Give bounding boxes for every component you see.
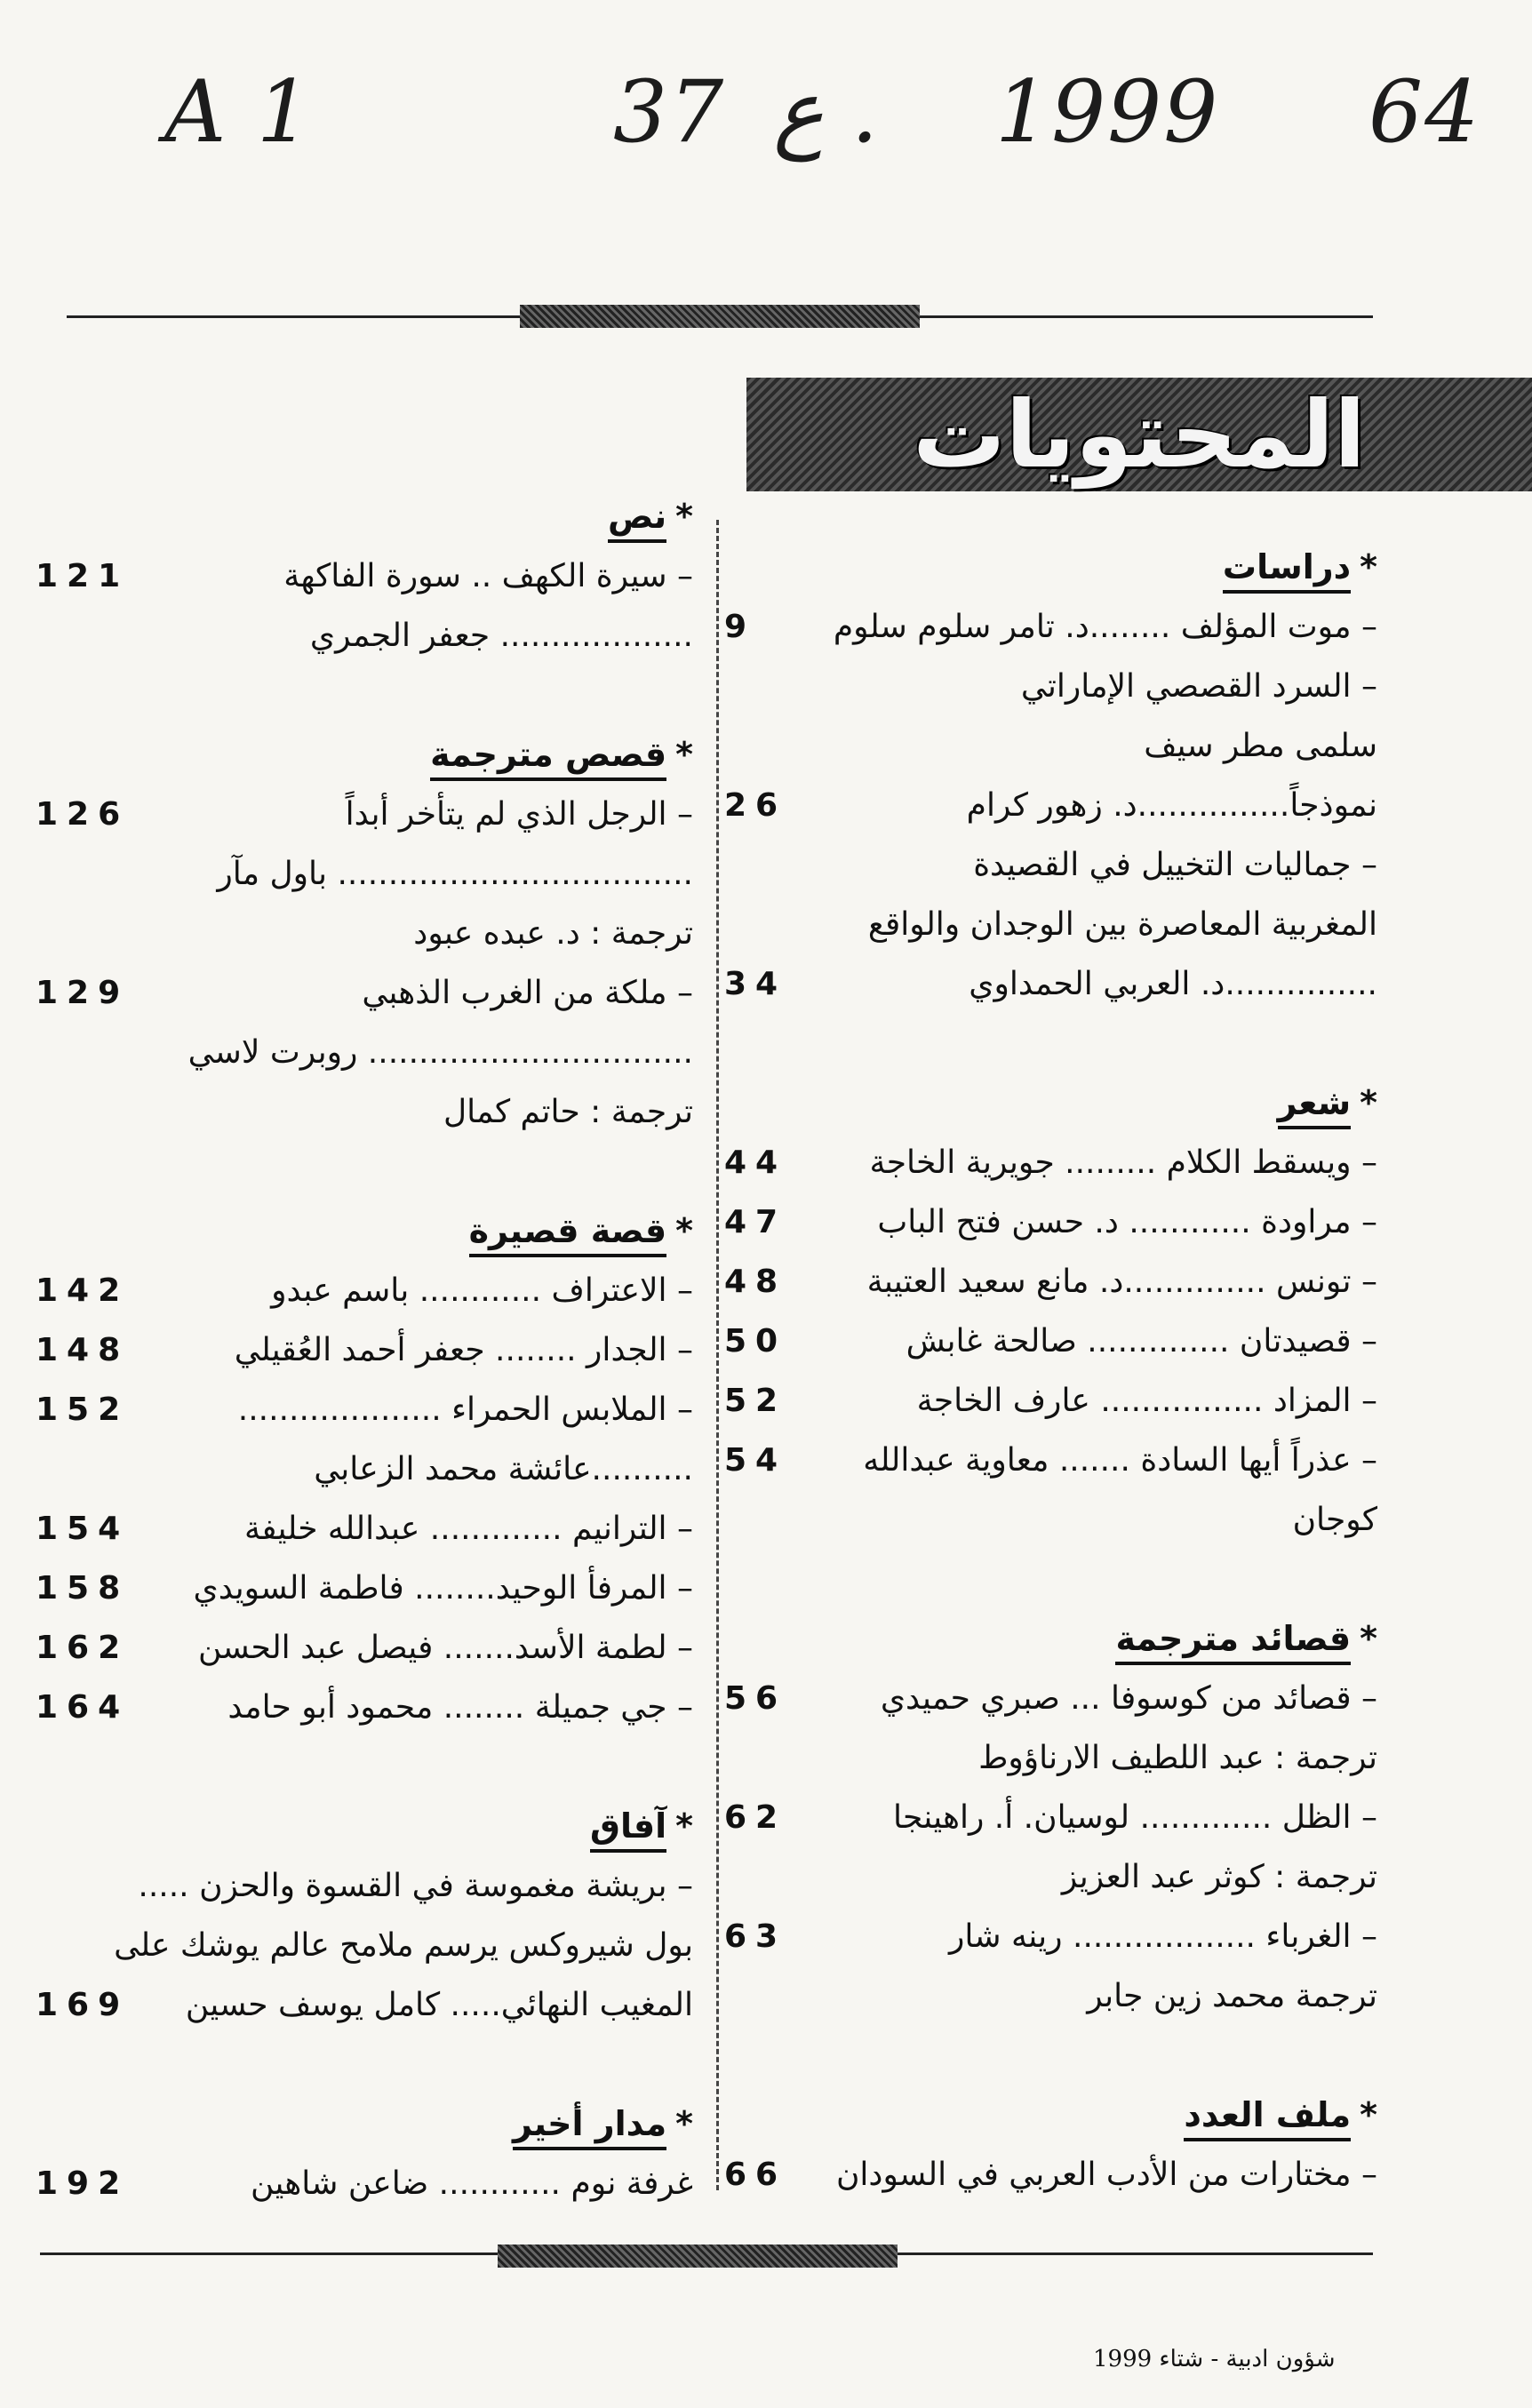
toc-entry: – جي جميلة ........ محمود أبو حامد 164: [36, 1689, 693, 1726]
toc-entry: سلمى مطر سيف: [1144, 728, 1377, 764]
section-title: ملف العدد: [1184, 2095, 1351, 2141]
left-column: [36, 487, 693, 2213]
section-translated-poems: *قصائد مترجمة – قصائد من كوسوفا ... صبري حميدي 56 ترجمة : عبد اللطيف الارناؤوط – الظل ............. لوسيان. أ. راهينجا 62 ترجمة : كوثر عبد العزيز – الغرباء .................. رينه شار 63 ترجمة محمد زين جابر: [724, 1609, 1377, 2026]
toc-entry: – ويسقط الكلام ......... جويرية الخاجة 44: [724, 1144, 1377, 1181]
handwritten-a1: A 1: [164, 62, 313, 162]
toc-entry: – سيرة الكهف .. سورة الفاكهة 121: [36, 558, 693, 594]
section-title: قصة قصيرة: [469, 1211, 667, 1257]
section-poetry: *شعر – ويسقط الكلام ......... جويرية الخاجة 44 – مراودة ............ د. حسن فتح الباب 47 – تونس ..............د. مانع سعيد العتيبة 48 – قصيدتان .............. صالحة غابش 50 – المزاد ................ عارف الخاجة 52 – عذراً أيها السادة ....... معاوية عبدالله 54 كوجان: [724, 1073, 1377, 1550]
section-last-orbit: *مدار أخير غرفة نوم ............ ضاعن شاهين 192: [36, 2094, 693, 2213]
handwritten-64: 64: [1368, 62, 1481, 162]
section-title: شعر: [1278, 1083, 1351, 1129]
toc-entry: – قصيدتان .............. صالحة غابش 50: [724, 1323, 1377, 1359]
section-title: آفاق: [590, 1806, 666, 1853]
section-title: نص: [608, 497, 666, 543]
toc-entry: – ملكة من الغرب الذهبي 129: [36, 975, 693, 1011]
toc-entry: – الملابس الحمراء .................... 152: [36, 1391, 693, 1428]
handwritten-37: 37: [613, 62, 726, 162]
toc-entry: ترجمة محمد زين جابر: [1087, 1978, 1377, 2014]
toc-entry: – السرد القصصي الإماراتي: [1020, 668, 1377, 705]
toc-entry: ................... جعفر الجمري: [309, 618, 693, 654]
toc-entry: – المزاد ................ عارف الخاجة 52: [724, 1383, 1377, 1419]
section-short-story: *قصة قصيرة – الاعتراف ............ باسم عبدو 142 – الجدار ........ جعفر أحمد العُقيلي 148 – الملابس الحمراء .................... 152 ..........عائشة محمد الزعابي – الترانيم ............. عبدالله خليفة 154 – المرفأ الوحيد........ فاطمة السويدي 158 – لطمة الأسد....... فيصل عبد الحسن 162 – جي جميلة ........ محمود أبو حامد 164: [36, 1201, 693, 1737]
section-studies: *دراسات – موت المؤلف ........د. تامر سلوم سلوم 9 – السرد القصصي الإماراتي سلمى مطر سيف نموذجاً...............د. زهور كرام 26 – جماليات التخييل في القصيدة المغربية المعاصرة بين الوجدان والواقع ...............د. العربي الحمداوي 34: [724, 538, 1377, 1014]
toc-entry: ................................... باول مآر: [217, 856, 693, 892]
toc-entry: ترجمة : د. عبده عبود: [413, 915, 693, 952]
toc-entry: المغربية المعاصرة بين الوجدان والواقع: [867, 906, 1377, 943]
toc-entry: – تونس ..............د. مانع سعيد العتيبة 48: [724, 1264, 1377, 1300]
toc-entry: – الظل ............. لوسيان. أ. راهينجا 62: [724, 1799, 1377, 1836]
toc-entry: – موت المؤلف ........د. تامر سلوم سلوم 9: [724, 609, 1377, 645]
bottom-hatch-bar: [498, 2245, 898, 2268]
contents-banner: [746, 378, 1532, 491]
toc-entry: – جماليات التخييل في القصيدة: [973, 847, 1377, 883]
toc-entry: بول شيروكس يرسم ملامح عالم يوشك على: [114, 1927, 693, 1964]
toc-entry: – المرفأ الوحيد........ فاطمة السويدي 158: [36, 1570, 693, 1607]
section-title: دراسات: [1223, 547, 1351, 594]
handwritten-letter: . ع: [773, 62, 879, 162]
section-title: قصائد مترجمة: [1115, 1619, 1351, 1665]
toc-entry: غرفة نوم ............ ضاعن شاهين 192: [36, 2165, 693, 2202]
page-title: المحتويات: [913, 380, 1366, 489]
top-hatch-bar: [520, 305, 920, 328]
section-translated-stories: *قصص مترجمة – الرجل الذي لم يتأخر أبداً 126 ................................... باول مآر ترجمة : د. عبده عبود – ملكة من الغرب الذهبي 129 ................................ روبرت لاسي ترجمة : حاتم كمال: [36, 725, 693, 1142]
section-issue-file: *ملف العدد – مختارات من الأدب العربي في السودان 66: [724, 2085, 1377, 2205]
toc-entry: – مختارات من الأدب العربي في السودان 66: [724, 2157, 1377, 2193]
footer-caption: شؤون ادبية - شتاء 1999: [1093, 2346, 1336, 2372]
toc-entry: – عذراً أيها السادة ....... معاوية عبدالله 54: [724, 1442, 1377, 1479]
toc-entry: – الغرباء .................. رينه شار 63: [724, 1918, 1377, 1955]
toc-entry: – مراودة ............ د. حسن فتح الباب 47: [724, 1204, 1377, 1240]
toc-entry: – لطمة الأسد....... فيصل عبد الحسن 162: [36, 1630, 693, 1666]
section-text: *نص – سيرة الكهف .. سورة الفاكهة 121 ................... جعفر الجمري: [36, 487, 693, 666]
handwritten-year: 1999: [995, 62, 1220, 162]
toc-entry: كوجان: [1292, 1502, 1377, 1538]
section-title: قصص مترجمة: [430, 735, 666, 781]
toc-entry: – الرجل الذي لم يتأخر أبداً 126: [36, 796, 693, 833]
section-title: مدار أخير: [513, 2104, 666, 2150]
toc-entry: ترجمة : عبد اللطيف الارناؤوط: [978, 1740, 1377, 1776]
toc-entry: – بريشة مغموسة في القسوة والحزن .....: [138, 1868, 693, 1904]
toc-entry: المغيب النهائي..... كامل يوسف حسين 169: [36, 1987, 693, 2023]
toc-entry: ترجمة : كوثر عبد العزيز: [1061, 1859, 1377, 1895]
toc-entry: ................................ روبرت لاسي: [188, 1034, 693, 1071]
column-divider: [716, 520, 719, 2190]
toc-entry: نموذجاً...............د. زهور كرام 26: [724, 787, 1377, 824]
toc-entry: – الجدار ........ جعفر أحمد العُقيلي 148: [36, 1332, 693, 1368]
right-column: [724, 538, 1377, 2205]
toc-entry: – الاعتراف ............ باسم عبدو 142: [36, 1272, 693, 1309]
section-horizons: *آفاق – بريشة مغموسة في القسوة والحزن ..... بول شيروكس يرسم ملامح عالم يوشك على المغيب النهائي..... كامل يوسف حسين 169: [36, 1797, 693, 2035]
toc-entry: ..........عائشة محمد الزعابي: [314, 1451, 693, 1487]
toc-entry: ترجمة : حاتم كمال: [443, 1094, 693, 1130]
toc-entry: – قصائد من كوسوفا ... صبري حميدي 56: [724, 1680, 1377, 1717]
toc-entry: ...............د. العربي الحمداوي 34: [724, 966, 1377, 1002]
toc-entry: – الترانيم ............. عبدالله خليفة 154: [36, 1511, 693, 1547]
